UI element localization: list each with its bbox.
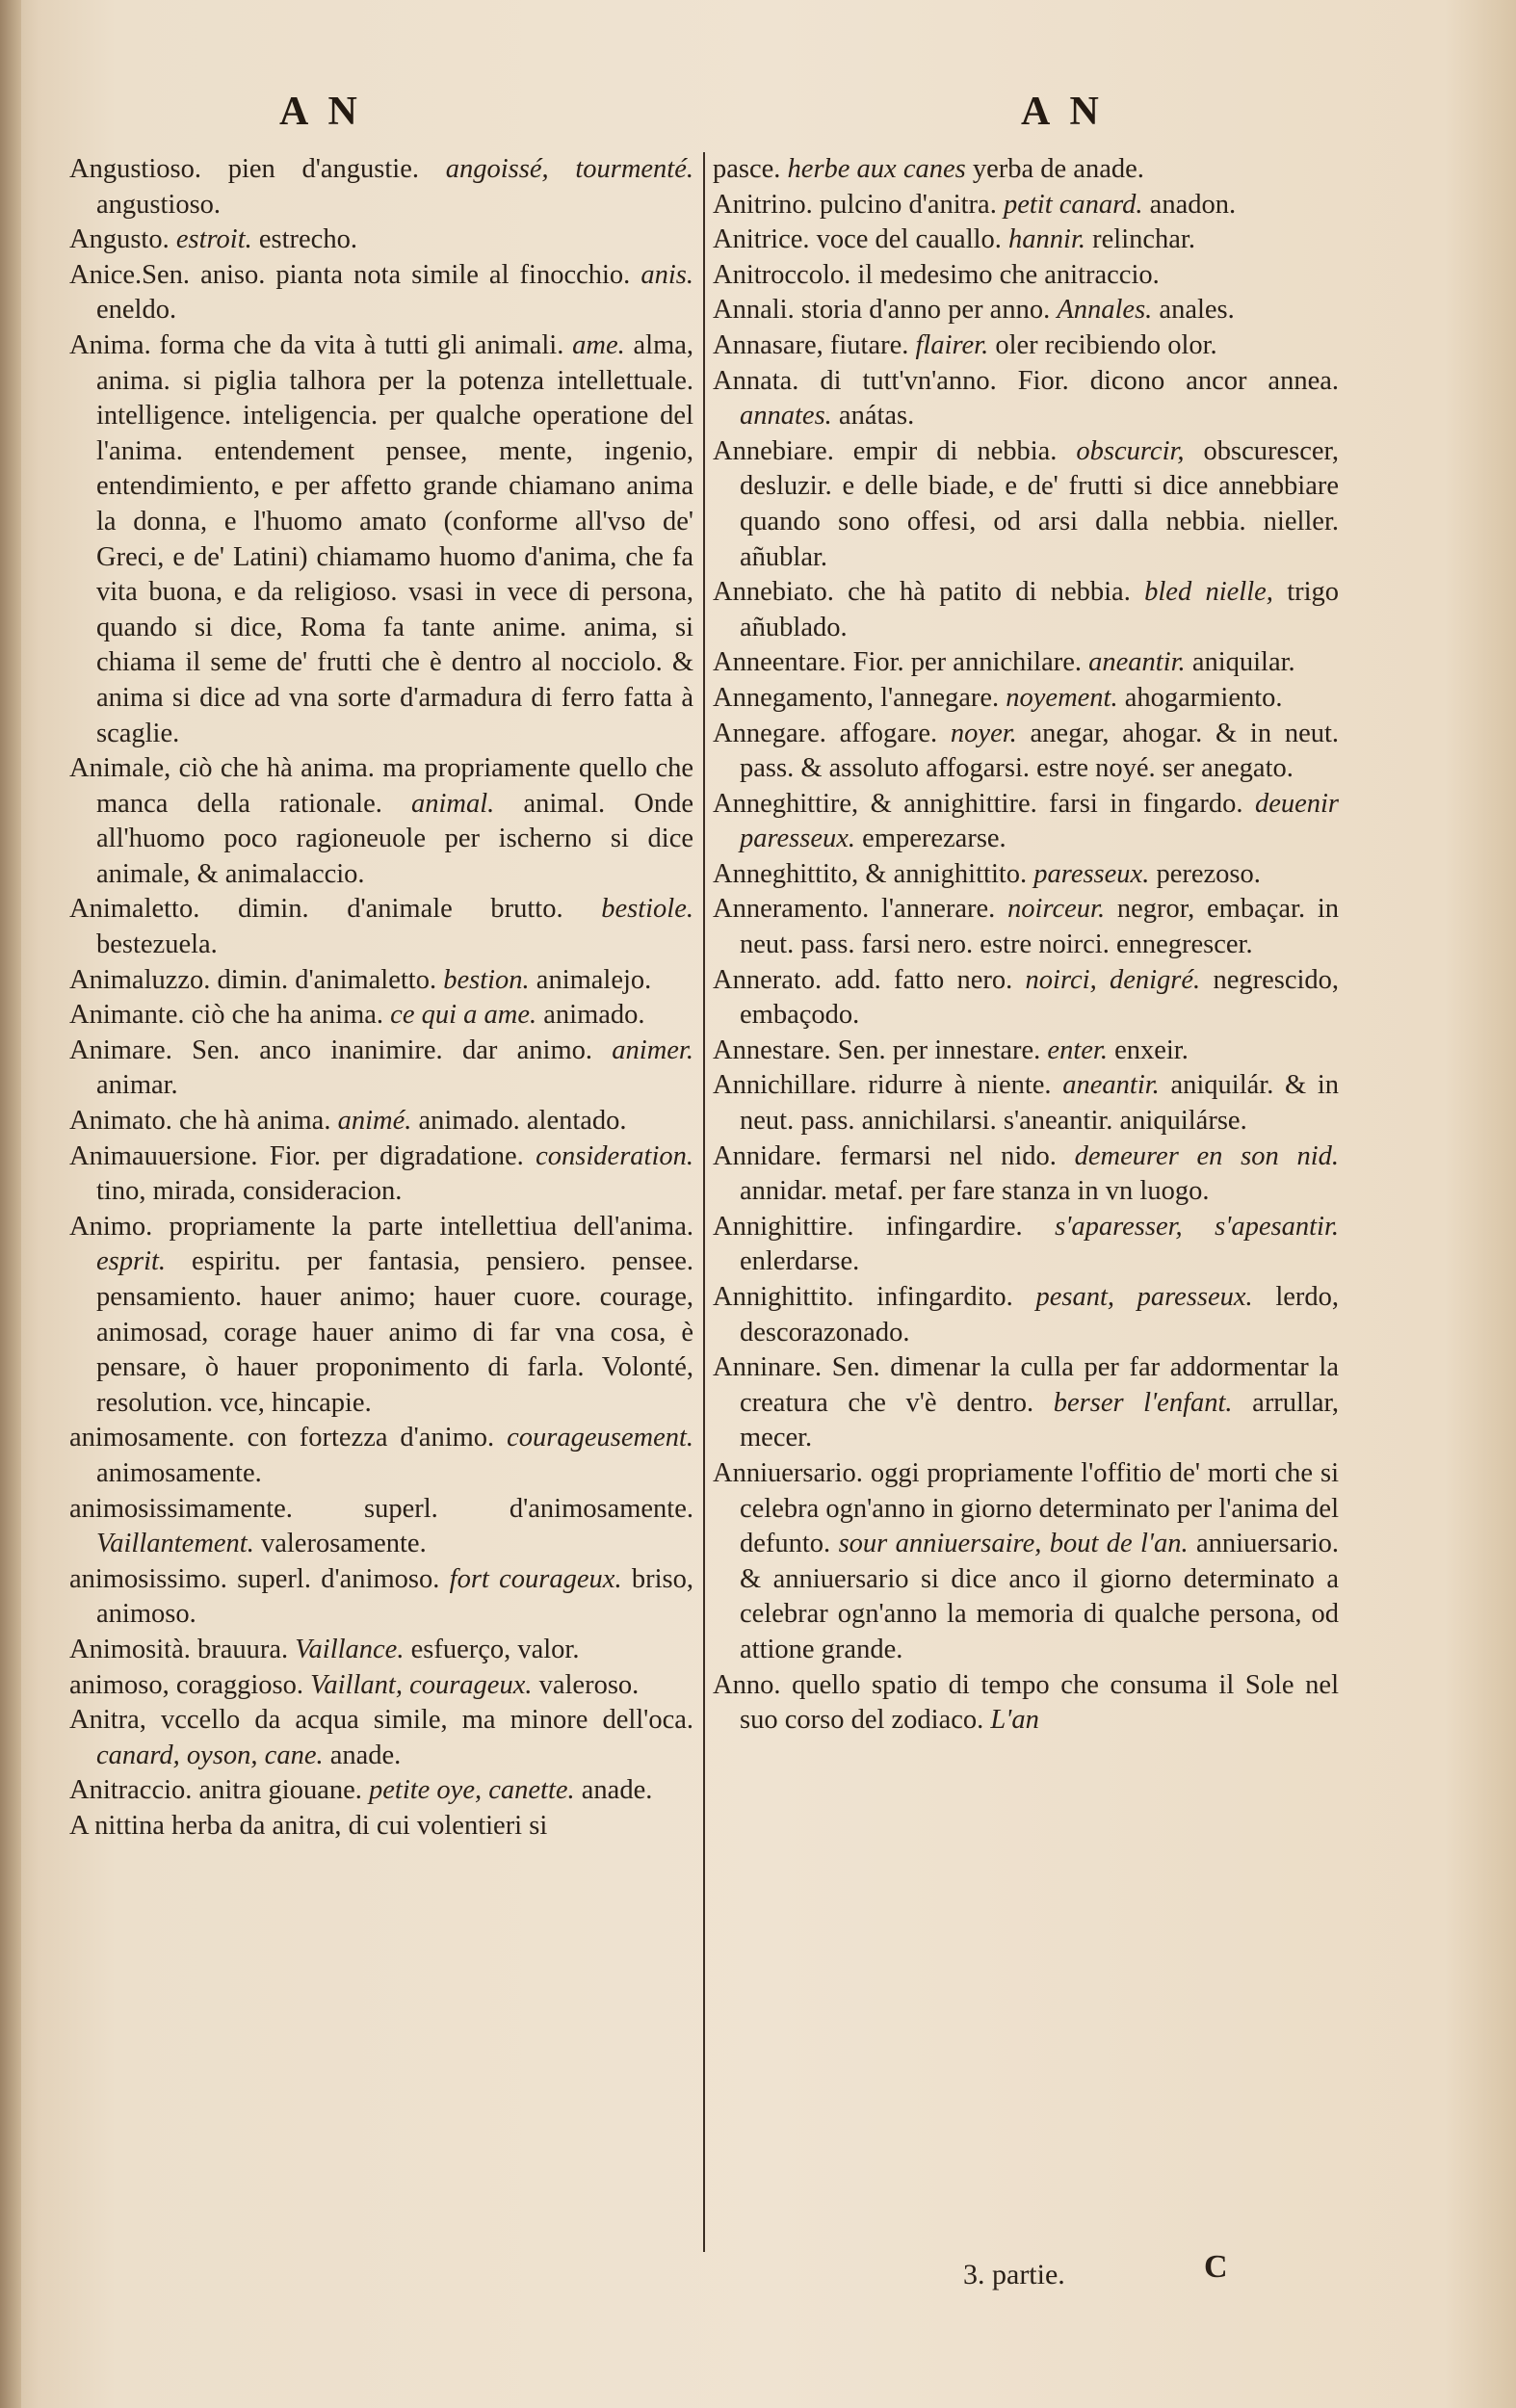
- dictionary-entry: animosissimamente. superl. d'animosamente. Vaillantement. valerosamente.: [69, 1493, 693, 1559]
- dictionary-entry: Annebiato. che hà patito di nebbia. bled nielle, trigo añublado.: [713, 577, 1340, 642]
- dictionary-entry: Annerato. add. fatto nero. noirci, denigré. negrescido, embaçodo.: [713, 964, 1340, 1031]
- right-column: [713, 152, 1339, 1739]
- dictionary-entry: Annata. di tutt'vn'anno. Fior. dicono ancor annea. annates. anátas.: [713, 365, 1339, 432]
- dictionary-entry: Angustioso. pien d'angustie. angoissé, tourmenté. angustioso.: [69, 154, 694, 220]
- dictionary-entry: Annestare. Sen. per innestare. enter. enxeir.: [713, 1034, 1189, 1065]
- signature-mark: C: [1204, 2249, 1228, 2285]
- dictionary-entry: Angusto. estroit. estrecho.: [69, 224, 357, 255]
- dictionary-entry: Anice.Sen. aniso. pianta nota simile al finocchio. anis. eneldo.: [69, 259, 693, 326]
- dictionary-entry: Annebiare. empir di nebbia. obscurcir, obscurescer, desluzir. e delle biade, e de' frutti si dice annebbiare quando sono offesi, od arsi dalla nebbia. nieller. añublar.: [713, 435, 1340, 572]
- dictionary-entry: Animante. ciò che ha anima. ce qui a ame. animado.: [69, 1000, 645, 1031]
- dictionary-entry: pasce. herbe aux canes yerba de anade.: [713, 154, 1144, 184]
- dictionary-entry: animoso, coraggioso. Vaillant, courageux. valeroso.: [69, 1669, 640, 1700]
- dictionary-entry: Annegamento, l'annegare. noyement. ahogarmiento.: [713, 682, 1283, 713]
- dictionary-entry: Animaluzzo. dimin. d'animaletto. bestion. animalejo.: [69, 964, 652, 995]
- dictionary-entry: Anno. quello spatio di tempo che consuma il Sole nel suo corso del zodiaco. L'an: [713, 1669, 1339, 1736]
- dictionary-entry: Annichillare. ridurre à niente. aneantir. aniquilár. & in neut. pass. annichilarsi. s'aneantir. aniquilárse.: [713, 1070, 1340, 1137]
- left-header: A N: [279, 90, 363, 134]
- dictionary-entry: Animato. che hà anima. animé. animado. alentado.: [69, 1106, 627, 1137]
- dictionary-entry: animosamente. con fortezza d'animo. courageusement. animosamente.: [69, 1423, 694, 1488]
- dictionary-entry: Animo. propriamente la parte intellettiua dell'anima. esprit. espiritu. per fantasia, pensiero. pensee. pensamiento. hauer animo; hauer cuore. courage, animosad, corage hauer animo di far vna cosa, è pensare, ò hauer proponimento di farla. Volonté, resolution. vce, hincapie.: [69, 1211, 694, 1418]
- left-column: [69, 152, 693, 1845]
- dictionary-entry: Annighittire. infingardire. s'aparesser, s'apesantir. enlerdarse.: [713, 1211, 1340, 1277]
- dictionary-entry: animosissimo. superl. d'animoso. fort courageux. briso, animoso.: [69, 1563, 694, 1630]
- dictionary-entry: Animale, ciò che hà anima. ma propriamente quello che manca della rationale. animal. animal. Onde all'huomo poco ragioneuole per ischerno si dice animale, & animalaccio.: [69, 753, 693, 889]
- dictionary-entry: Animaletto. dimin. d'animale brutto. bestiole. bestezuela.: [69, 894, 693, 960]
- dictionary-entry: A nittina herba da anitra, di cui volentieri si: [69, 1810, 548, 1841]
- column-divider: [703, 152, 705, 2252]
- dictionary-entry: Anneghittire, & annighittire. farsi in fingardo. deuenir paresseux. emperezarse.: [713, 788, 1340, 854]
- dictionary-entry: Annidare. fermarsi nel nido. demeurer en son nid. annidar. metaf. per fare stanza in vn luogo.: [713, 1140, 1339, 1207]
- dictionary-entry: Anitrice. voce del cauallo. hannir. relinchar.: [713, 224, 1195, 255]
- dictionary-entry: Anitraccio. anitra giouane. petite oye, canette. anade.: [69, 1775, 653, 1806]
- dictionary-entry: Annighittito. infingardito. pesant, paresseux. lerdo, descorazonado.: [713, 1282, 1340, 1348]
- dictionary-entry: Anninare. Sen. dimenar la culla per far addormentar la creatura che v'è dentro. berser l'enfant. arrullar, mecer.: [713, 1352, 1340, 1453]
- dictionary-entry: Anneramento. l'annerare. noirceur. negror, embaçar. in neut. pass. farsi nero. estre noirci. ennegrescer.: [713, 894, 1340, 960]
- dictionary-entry: Anitrino. pulcino d'anitra. petit canard. anadon.: [713, 189, 1237, 220]
- dictionary-entry: Anitroccolo. il medesimo che anitraccio.: [713, 259, 1160, 290]
- dictionary-entry: Annegare. affogare. noyer. anegar, ahogar. & in neut. pass. & assoluto affogarsi. estre noyé. ser anegato.: [713, 718, 1340, 784]
- dictionary-entry: Anneentare. Fior. per annichilare. aneantir. aniquilar.: [713, 647, 1295, 678]
- dictionary-entry: Animauuersione. Fior. per digradatione. consideration. tino, mirada, consideracion.: [69, 1140, 694, 1207]
- dictionary-entry: Animosità. brauura. Vaillance. esfuerço, valor.: [69, 1634, 580, 1664]
- dictionary-entry: Annasare, fiutare. flairer. oler recibiendo olor.: [713, 329, 1217, 360]
- right-header: A N: [1021, 90, 1105, 134]
- dictionary-entry: Anniuersario. oggi propriamente l'offitio de' morti che si celebra ogn'anno in giorno determinato per l'anima del defunto. sour anniuersaire, bout de l'an. anniuersario. & anniuersario si dice anco il giorno determinato a celebrar ogn'anno la memoria di qualche persona, od attione grande.: [713, 1457, 1340, 1664]
- dictionary-entry: Animare. Sen. anco inanimire. dar animo. animer. animar.: [69, 1034, 693, 1101]
- dictionary-entry: Anitra, vccello da acqua simile, ma minore dell'oca. canard, oyson, cane. anade.: [69, 1705, 693, 1770]
- dictionary-entry: Anima. forma che da vita à tutti gli animali. ame. alma, anima. si piglia talhora per la potenza intellettuale. intelligence. inteligencia. per qualche operatione del l'anima. entendement pensee, mente, ingenio, entendimiento, e per affetto grande chiamano anima la donna, e l'huomo amato (conforme all'vso de' Greci, e de' Latini) chiamamo huomo d'anima, che fa vita buona, e da religioso. vsasi in vece di persona, quando si dice, Roma fa tante anime. anima, si chiama il seme de' frutti che è dentro al nocciolo. & anima si dice ad vna sorte d'armadura di ferro fatta à scaglie.: [69, 329, 694, 748]
- dictionary-entry: Anneghittito, & annighittito. paresseux. perezoso.: [713, 858, 1261, 889]
- dictionary-entry: Annali. storia d'anno per anno. Annales. anales.: [713, 295, 1235, 326]
- footer-text: 3. partie.: [963, 2259, 1065, 2290]
